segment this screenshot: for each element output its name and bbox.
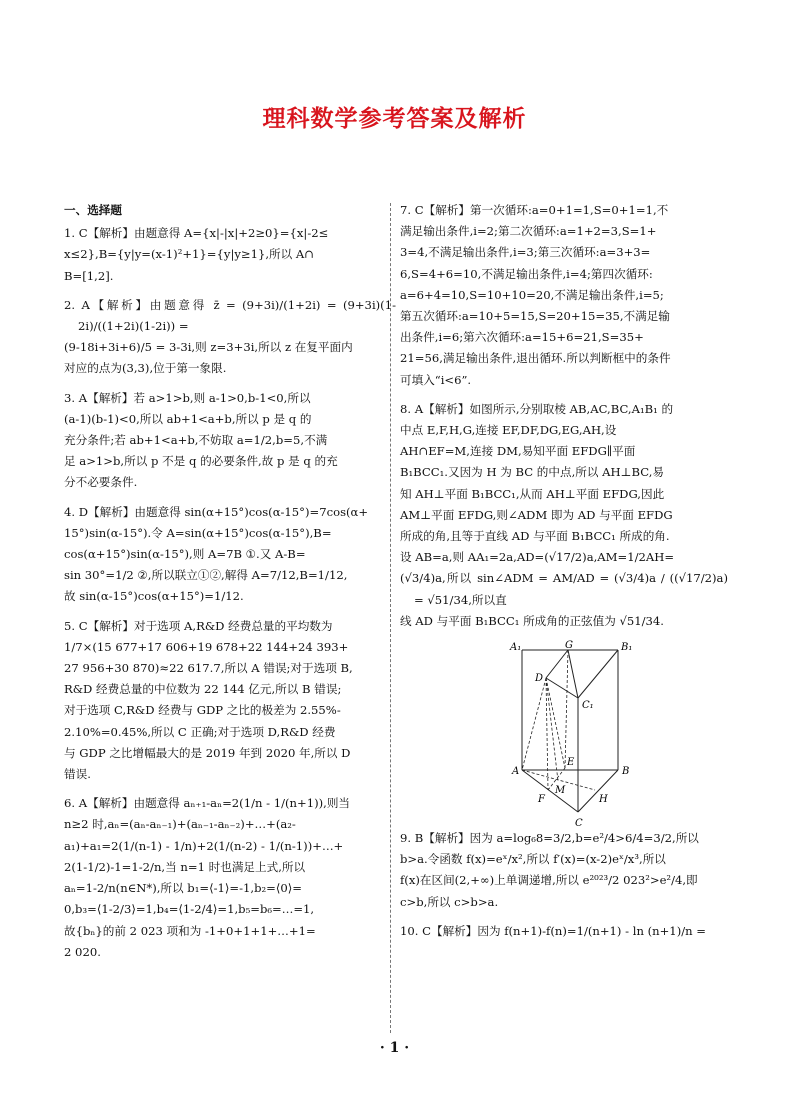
answer-line: B₁BCC₁.又因为 H 为 BC 的中点,所以 AH⊥BC,易 <box>400 465 665 480</box>
figure-edge <box>568 650 578 698</box>
figure-label-E: E <box>567 757 575 769</box>
answer-item-q8 <box>400 399 728 632</box>
answer-line: 充分条件;若 ab+1<a+b,不妨取 a=1/2,b=5,不满 <box>64 433 328 448</box>
figure-hidden-edge <box>565 650 568 768</box>
page-number: · 1 · <box>379 1040 410 1056</box>
answer-line: (9-18i+3i+6)/5 = 3-3i,则 z=3+3i,所以 z 在复平面内 <box>64 340 353 355</box>
answer-item-q7 <box>400 200 728 391</box>
answer-line: 3=4,不满足输出条件,i=3;第三次循环:a=3+3= <box>400 245 651 260</box>
figure-edge <box>578 650 618 698</box>
answer-line: 所成的角,且等于直线 AD 与平面 B₁BCC₁ 所成的角. <box>400 529 670 544</box>
answer-line: 27 956+30 870)≈22 617.7,所以 A 错误;对于选项 B, <box>64 661 353 676</box>
figure-label-F: F <box>538 794 545 806</box>
answer-item-q9 <box>400 828 728 913</box>
answer-line: a₁)+a₁=2(1/(n-1) - 1/n)+2(1/(n-2) - 1/(n-1))+…+ <box>64 838 344 853</box>
answer-line: B=[1,2]. <box>64 268 114 283</box>
answer-item-q10 <box>400 921 728 942</box>
answer-line: 故{bₙ}的前 2 023 项和为 -1+0+1+1+…+1= <box>64 923 316 938</box>
answer-line: 2. A【解析】由题意得 z̄ = (9+3i)/(1+2i) = (9+3i)(1-2i)/((1+2i)(1-2i)) = <box>64 297 396 334</box>
answer-item-q4 <box>64 502 396 608</box>
answer-line: sin 30°=1/2 ②,所以联立①②,解得 A=7/12,B=1/12, <box>64 568 348 583</box>
answer-line: aₙ=1-2/n(n∈N*),所以 b₁=⟨-1⟩=-1,b₂=⟨0⟩= <box>64 881 303 896</box>
answer-line: 对于选项 C,R&D 经费与 GDP 之比的极差为 2.55%- <box>64 703 341 718</box>
answer-line: 线 AD 与平面 B₁BCC₁ 所成角的正弦值为 √51/34. <box>400 613 664 628</box>
answer-line: 分不必要条件. <box>64 475 138 490</box>
figure-edge <box>522 770 578 812</box>
answer-line: 与 GDP 之比增幅最大的是 2019 年到 2020 年,所以 D <box>64 745 351 760</box>
answer-line: b>a.令函数 f(x)=eˣ/x²,所以 f′(x)=(x-2)eˣ/x³,所以 <box>400 852 666 867</box>
answer-line: 5. C【解析】对于选项 A,R&D 经费总量的平均数为 <box>64 618 333 633</box>
right-column <box>400 200 728 950</box>
answer-line: (√3/4)a,所以 sin∠ADM = AM/AD = (√3/4)a / ((√17/2)a) = √51/34,所以直 <box>400 571 728 607</box>
answer-line: 第五次循环:a=10+5=15,S=20+15=35,不满足输 <box>400 309 670 324</box>
answer-line: 0,b₃=⟨1-2/3⟩=1,b₄=⟨1-2/4⟩=1,b₅=b₆=…=1, <box>64 902 315 917</box>
answer-line: 2 020. <box>64 944 101 959</box>
answer-line: x≤2},B={y|y=(x-1)²+1}={y|y≥1},所以 A∩ <box>64 247 315 262</box>
answer-line: 6,S=4+6=10,不满足输出条件,i=4;第四次循环: <box>400 266 653 281</box>
figure-hidden-edge <box>546 678 565 768</box>
answer-line: a=6+4=10,S=10+10=20,不满足输出条件,i=5; <box>400 287 664 302</box>
figure-label-H: H <box>599 794 608 806</box>
answer-line: 设 AB=a,则 AA₁=2a,AD=(√17/2)a,AM=1/2AH= <box>400 550 675 565</box>
answer-line: cos(α+15°)sin(α-15°),则 A=7B ①.又 A-B= <box>64 547 306 562</box>
answer-line: 10. C【解析】因为 f(n+1)-f(n)=1/(n+1) - ln (n+1)/n = <box>400 923 706 938</box>
answer-item-q6 <box>64 793 396 963</box>
answer-line: c>b,所以 c>b>a. <box>400 894 499 909</box>
answer-line: 9. B【解析】因为 a=log₆8=3/2,b=e²/4>6/4=3/2,所以 <box>400 831 699 846</box>
answer-line: 错误. <box>64 767 91 782</box>
answer-line: 3. A【解析】若 a>1>b,则 a-1>0,b-1<0,所以 <box>64 390 311 405</box>
answer-line: R&D 经费总量的中位数为 22 144 亿元,所以 B 错误; <box>64 682 342 697</box>
answer-line: 21=56,满足输出条件,退出循环.所以判断框中的条件 <box>400 351 671 366</box>
answer-line: (a-1)(b-1)<0,所以 ab+1<a+b,所以 p 是 q 的 <box>64 411 312 426</box>
figure-label-M: M <box>555 785 566 797</box>
answer-line: 中点 E,F,H,G,连接 EF,DF,DG,EG,AH,设 <box>400 423 617 438</box>
answer-line: 知 AH⊥平面 B₁BCC₁,从而 AH⊥平面 EFDG,因此 <box>400 486 665 501</box>
figure-label-A1: A₁ <box>510 642 522 654</box>
figure-edge <box>546 678 578 698</box>
answer-item-q2 <box>64 295 396 380</box>
answer-line: 1/7×(15 677+17 606+19 678+22 144+24 393+ <box>64 639 349 654</box>
answer-item-q3 <box>64 388 396 494</box>
figure-label-G: G <box>565 640 573 652</box>
prism-figure <box>510 640 635 830</box>
answer-line: 对应的点为(3,3),位于第一象限. <box>64 361 227 376</box>
answer-line: 2.10%=0.45%,所以 C 正确;对于选项 D,R&D 经费 <box>64 724 336 739</box>
figure-edge <box>578 770 618 812</box>
figure-label-C: C <box>575 818 583 830</box>
figure-label-A: A <box>512 766 520 778</box>
figure-label-D: D <box>535 673 544 685</box>
answer-line: 8. A【解析】如图所示,分别取棱 AB,AC,BC,A₁B₁ 的 <box>400 401 674 416</box>
left-column <box>64 200 396 971</box>
answer-item-q5 <box>64 616 396 786</box>
answer-item-q1 <box>64 223 396 287</box>
answer-line: 满足输出条件,i=2;第二次循环:a=1+2=3,S=1+ <box>400 224 657 239</box>
answer-line: 15°)sin(α-15°).令 A=sin(α+15°)cos(α-15°),B= <box>64 525 332 540</box>
answer-line: 2(1-1/2)-1=1-2/n,当 n=1 时也满足上式,所以 <box>64 859 306 874</box>
answer-line: AM⊥平面 EFDG,则∠ADM 即为 AD 与平面 EFDG <box>400 507 673 522</box>
answer-line: 7. C【解析】第一次循环:a=0+1=1,S=0+1=1,不 <box>400 203 669 217</box>
figure-hidden-edge <box>522 678 546 770</box>
answer-line: AH∩EF=M,连接 DM,易知平面 EFDG∥平面 <box>400 444 636 459</box>
section-heading: 一、选择题 <box>64 203 122 217</box>
answer-line: 故 sin(α-15°)cos(α+15°)=1/12. <box>64 589 244 604</box>
answer-line: 1. C【解析】由题意得 A={x|-|x|+2≥0}={x|-2≤ <box>64 226 329 241</box>
figure-label-C1: C₁ <box>582 700 594 712</box>
figure-label-B1: B₁ <box>621 642 633 654</box>
answer-line: 4. D【解析】由题意得 sin(α+15°)cos(α-15°)=7cos(α+ <box>64 504 369 519</box>
figure-edge <box>546 650 568 678</box>
answer-line: f(x)在区间(2,+∞)上单调递增,所以 e²⁰²³/2 023²>e²/4,即 <box>400 873 698 888</box>
answer-line: 可填入“i<6”. <box>400 372 472 387</box>
answer-line: n≥2 时,aₙ=(aₙ-aₙ₋₁)+(aₙ₋₁-aₙ₋₂)+…+(a₂- <box>64 817 296 832</box>
answer-line: 6. A【解析】由题意得 aₙ₊₁-aₙ=2(1/n - 1/(n+1)),则当 <box>64 796 351 811</box>
figure-label-B: B <box>622 766 630 778</box>
answer-line: 足 a>1>b,所以 p 不是 q 的必要条件,故 p 是 q 的充 <box>64 454 338 469</box>
page-title: 理科数学参考答案及解析 <box>262 105 527 132</box>
answer-line: 出条件,i=6;第六次循环:a=15+6=21,S=35+ <box>400 330 644 345</box>
